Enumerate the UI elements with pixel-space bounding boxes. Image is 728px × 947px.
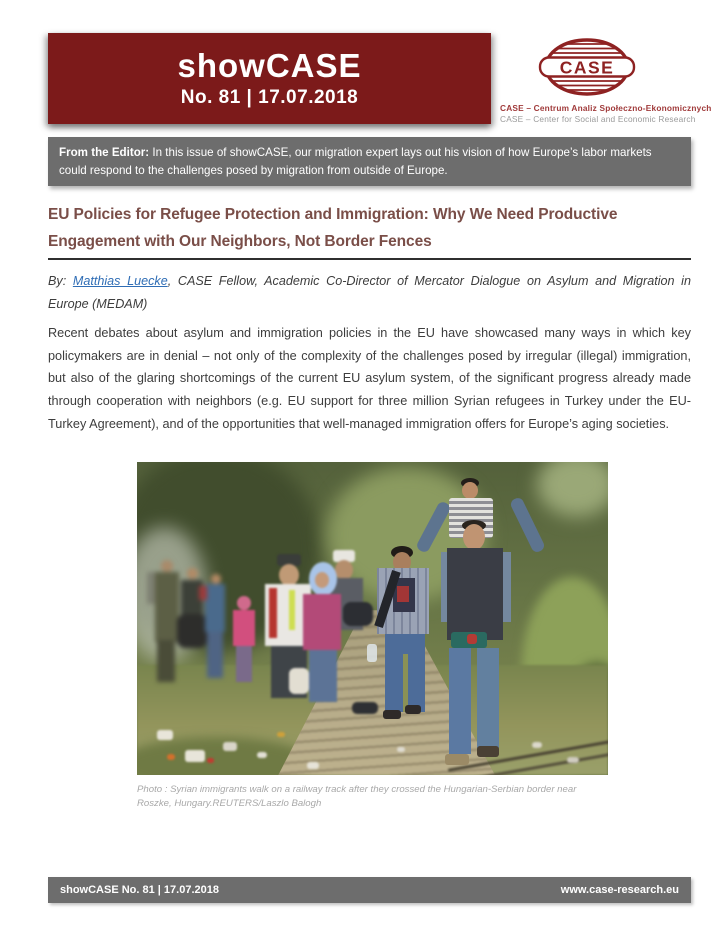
photo-shape bbox=[532, 742, 542, 748]
photo-shape bbox=[397, 747, 405, 752]
newsletter-title: showCASE bbox=[177, 46, 362, 84]
issue-banner bbox=[48, 33, 491, 124]
photo-shape bbox=[352, 702, 378, 714]
photo-shape bbox=[157, 730, 173, 740]
author-link[interactable]: Matthias Luecke bbox=[72, 274, 168, 288]
photo-shape bbox=[257, 752, 267, 758]
editor-note-label: From the Editor: bbox=[59, 146, 150, 159]
article-byline bbox=[48, 270, 691, 315]
photo-caption: Photo : Syrian immigrants walk on a railway track after they crossed the Hungarian-Serbian border near Roszke, Hungary.REUTERS/Laszlo Balogh bbox=[137, 784, 577, 810]
title-divider-rule bbox=[48, 258, 691, 260]
issue-number-date: No. 81 | 17.07.2018 bbox=[180, 87, 359, 109]
article-title: EU Policies for Refugee Protection and Immigration: Why We Need Productive Engagement with Our Neighbors, Not Border Fences bbox=[48, 206, 618, 250]
byline-suffix: , CASE Fellow, Academic Co-Director of Mercator Dialogue on Asylum and Migration in Europe (MEDAM) bbox=[48, 274, 691, 311]
photo-shape bbox=[307, 762, 319, 769]
photo-shape bbox=[185, 750, 205, 762]
case-logo-icon bbox=[535, 36, 639, 98]
photo-shape bbox=[223, 742, 237, 751]
photo-shape bbox=[567, 757, 579, 763]
photo-litter bbox=[137, 462, 608, 775]
article-body-paragraph: Recent debates about asylum and immigration policies in the EU have showcased many ways in which key policymakers are in denial – not only of the complexity of the challenges posed by irregular (illegal) immigration, but also of the glaring shortcomings of the current EU asylum system, of the significant progress already made through cooperation with neighbors (e.g. EU support for three million Syrian refugees in Turkey under the EU-Turkey Agreement), and of the opportunities that well-managed immigration offers for Europe’s aging societies. bbox=[48, 326, 691, 431]
footer-issue-label: showCASE No. 81 | 17.07.2018 bbox=[60, 884, 219, 896]
byline-prefix: By: bbox=[48, 274, 73, 288]
footer-website-link[interactable]: www.case-research.eu bbox=[560, 884, 679, 896]
photo-shape bbox=[207, 758, 214, 763]
logo-caption-english: CASE – Center for Social and Economic Research bbox=[500, 114, 696, 124]
case-logo-text: CASE bbox=[559, 57, 615, 78]
editor-note-text: In this issue of showCASE, our migration expert lays out his vision of how Europe’s labor markets could respond to the challenges posed by migration from outside of Europe. bbox=[59, 146, 652, 177]
logo-caption-polish: CASE – Centrum Analiz Społeczno-Ekonomicznych bbox=[500, 103, 712, 113]
article-photo bbox=[137, 462, 608, 775]
from-the-editor-box bbox=[48, 137, 691, 186]
page-footer bbox=[48, 877, 691, 903]
photo-shape bbox=[277, 732, 285, 737]
photo-shape bbox=[167, 754, 175, 760]
